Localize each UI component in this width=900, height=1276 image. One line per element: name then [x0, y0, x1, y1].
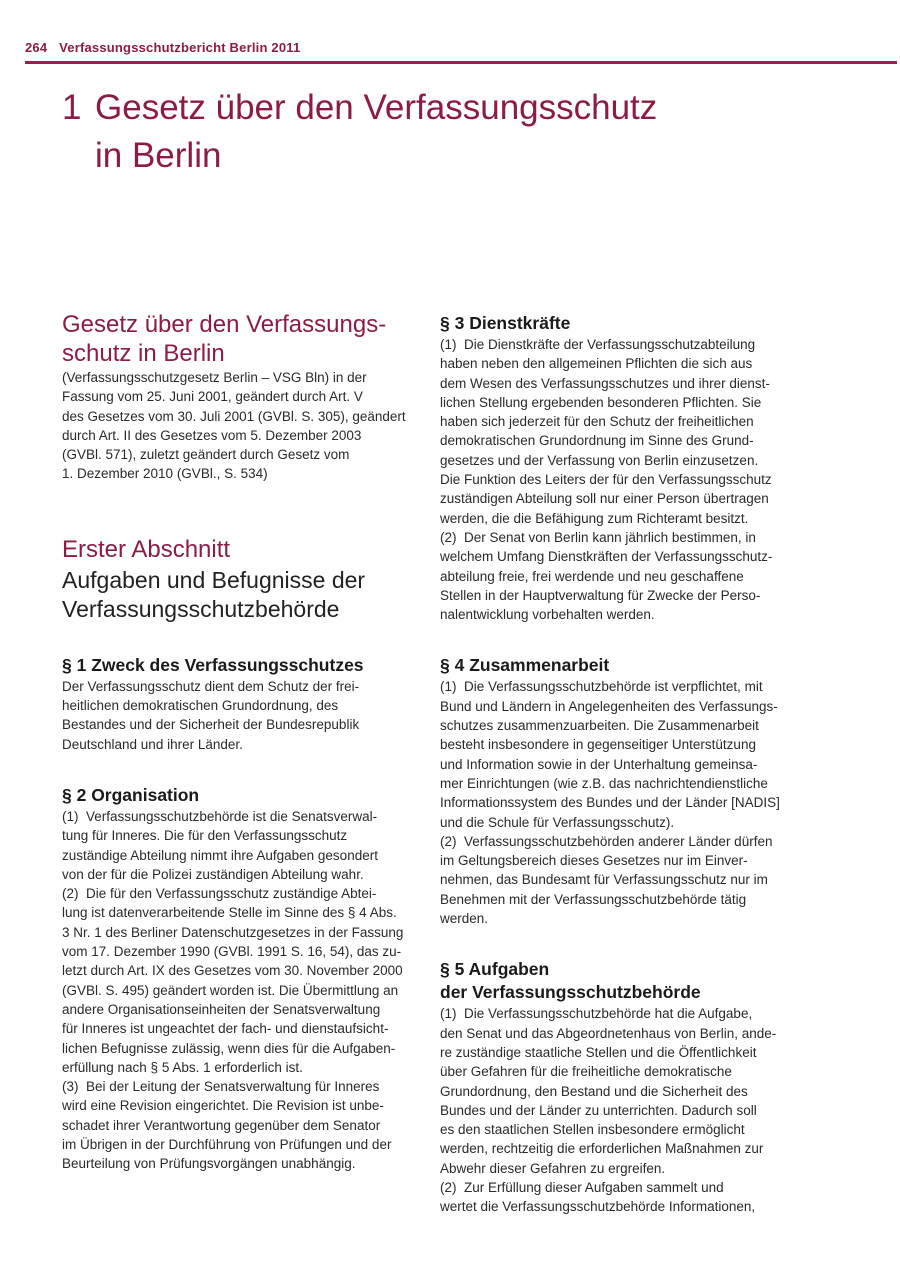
- text-line: wertet die Verfassungsschutzbehörde Informationen,: [440, 1199, 756, 1215]
- text-line: Der Verfassungsschutz dient dem Schutz der frei-: [62, 678, 360, 694]
- text-line: schadet ihrer Verantwortung gegenüber dem Senator: [62, 1117, 381, 1133]
- paragraph-5-heading-line-1: § 5 Aufgaben: [440, 959, 550, 980]
- law-note: [62, 368, 422, 484]
- text-line: 1. Dezember 2010 (GVBl., S. 534): [62, 466, 268, 482]
- text-line: besteht insbesondere in gegenseitiger Unterstützung: [440, 737, 756, 753]
- text-line: des Gesetzes vom 30. Juli 2001 (GVBl. S. 305), geändert: [62, 408, 406, 424]
- section-title-line-2: Verfassungsschutzbehörde: [62, 595, 340, 622]
- section-label: Erster Abschnitt: [62, 535, 231, 563]
- text-line: Benehmen mit der Verfassungsschutzbehörde tätig: [440, 891, 747, 907]
- text-line: (1) Die Verfassungsschutzbehörde ist verpflichtet, mit: [440, 679, 763, 695]
- text-line: Die Funktion des Leiters der für den Verfassungsschutz: [440, 472, 772, 488]
- section-title: [62, 566, 422, 624]
- text-line: (2) Die für den Verfassungsschutz zuständige Abtei-: [62, 886, 377, 902]
- text-line: und Information sowie in der Unterhaltung gemeinsa-: [440, 756, 758, 772]
- text-line: (1) Verfassungsschutzbehörde ist die Senatsverwal-: [62, 808, 378, 824]
- text-line: gesetzes und der Verfassung von Berlin einzusetzen.: [440, 452, 759, 468]
- text-line: heitlichen demokratischen Grundordnung, des: [62, 698, 339, 714]
- chapter-title-line-2: in Berlin: [95, 136, 222, 175]
- text-line: haben neben den allgemeinen Pflichten die sich aus: [440, 356, 753, 372]
- text-line: lichen Befugnisse zulässig, wenn dies für die Aufgaben-: [62, 1040, 396, 1056]
- chapter-number: 1: [62, 88, 82, 127]
- text-line: Stellen in der Hauptverwaltung für Zwecke der Perso-: [440, 587, 761, 603]
- text-line: es den staatlichen Stellen insbesondere ermöglicht: [440, 1122, 745, 1138]
- running-header: [25, 40, 300, 55]
- paragraph-2-heading: § 2 Organisation: [62, 784, 200, 805]
- text-line: Beurteilung von Prüfungsvorgängen unabhängig.: [62, 1156, 356, 1172]
- text-line: wird eine Revision eingerichtet. Die Revision ist unbe-: [62, 1098, 384, 1114]
- paragraph-3-text: [440, 335, 800, 624]
- text-line: nalentwicklung vorbehalten werden.: [440, 607, 655, 623]
- law-title-line-1: Gesetz über den Verfassungs-: [62, 311, 387, 338]
- text-line: durch Art. II des Gesetzes vom 5. Dezember 2003: [62, 427, 362, 443]
- chapter-title-line-1: Gesetz über den Verfassungsschutz: [95, 88, 658, 127]
- paragraph-5-heading: [440, 958, 800, 1004]
- text-line: mer Einrichtungen (wie z.B. das nachrichtendienstliche: [440, 775, 768, 791]
- paragraph-2-text: [62, 807, 422, 1174]
- text-line: (GVBl. S. 495) geändert worden ist. Die Übermittlung an: [62, 982, 399, 998]
- text-line: über Gefahren für die freiheitliche demokratische: [440, 1064, 732, 1080]
- text-line: von der für die Polizei zuständigen Abteilung wahr.: [62, 866, 364, 882]
- header-rule: [25, 61, 897, 64]
- text-line: andere Organisationseinheiten der Senatsverwaltung: [62, 1001, 381, 1017]
- text-line: werden.: [440, 911, 489, 927]
- text-line: tung für Inneres. Die für den Verfassungsschutz: [62, 828, 348, 844]
- text-line: Bundes und der Länder zu unterrichten. Dadurch soll: [440, 1102, 757, 1118]
- text-line: Fassung vom 25. Juni 2001, geändert durch Art. V: [62, 389, 363, 405]
- text-line: zuständigen Abteilung soll nur einer Person übertragen: [440, 491, 769, 507]
- text-line: im Übrigen in der Durchführung von Prüfungen und der: [62, 1137, 392, 1153]
- text-line: 3 Nr. 1 des Berliner Datenschutzgesetzes in der Fassung: [62, 924, 404, 940]
- text-line: (1) Die Verfassungsschutzbehörde hat die Aufgabe,: [440, 1006, 753, 1022]
- text-line: und die Schule für Verfassungsschutz).: [440, 814, 675, 830]
- text-line: werden, die die Befähigung zum Richteramt besitzt.: [440, 510, 749, 526]
- text-line: Deutschland und ihrer Länder.: [62, 736, 243, 752]
- text-line: (3) Bei der Leitung der Senatsverwaltung für Inneres: [62, 1079, 380, 1095]
- text-line: im Geltungsbereich dieses Gesetzes nur im Einver-: [440, 853, 748, 869]
- text-line: dem Wesen des Verfassungsschutzes und ihrer dienst-: [440, 375, 770, 391]
- text-line: (2) Verfassungsschutzbehörden anderer Länder dürfen: [440, 833, 773, 849]
- text-line: (2) Zur Erfüllung dieser Aufgaben sammelt und: [440, 1179, 724, 1195]
- text-line: schutzes zusammenzuarbeiten. Die Zusammenarbeit: [440, 718, 759, 734]
- paragraph-4-text: [440, 677, 800, 928]
- running-title: Verfassungsschutzbericht Berlin 2011: [59, 40, 301, 55]
- left-column: [62, 310, 422, 1174]
- text-line: zuständige Abteilung nimmt ihre Aufgaben gesondert: [62, 847, 378, 863]
- paragraph-3-heading: § 3 Dienstkräfte: [440, 313, 571, 333]
- paragraph-1-heading: § 1 Zweck des Verfassungsschutzes: [62, 654, 364, 675]
- paragraph-1-text: [62, 677, 422, 754]
- text-line: (2) Der Senat von Berlin kann jährlich bestimmen, in: [440, 529, 756, 545]
- text-line: re zuständige staatliche Stellen und die Öffentlichkeit: [440, 1044, 757, 1060]
- text-line: den Senat und das Abgeordnetenhaus von Berlin, ande-: [440, 1025, 777, 1041]
- text-line: Informationssystem des Bundes und der Länder [NADIS]: [440, 795, 780, 811]
- text-line: für Inneres ist ungeachtet der fach- und dienstaufsicht-: [62, 1021, 389, 1037]
- text-line: welchem Umfang Dienstkräften der Verfassungsschutz-: [440, 549, 773, 565]
- text-line: nehmen, das Bundesamt für Verfassungsschutz nur im: [440, 872, 768, 888]
- text-line: vom 17. Dezember 1990 (GVBl. 1991 S. 16, 54), das zu-: [62, 944, 402, 960]
- text-line: erfüllung nach § 5 Abs. 1 erforderlich ist.: [62, 1059, 303, 1075]
- law-title-line-2: schutz in Berlin: [62, 340, 225, 367]
- paragraph-5-heading-line-2: der Verfassungsschutzbehörde: [440, 982, 701, 1003]
- section-title-line-1: Aufgaben und Befugnisse der: [62, 566, 366, 593]
- text-line: werden, rechtzeitig die erforderlichen Maßnahmen zur: [440, 1141, 764, 1157]
- text-line: (Verfassungsschutzgesetz Berlin – VSG Bln) in der: [62, 370, 367, 385]
- text-line: lichen Stellung ergebenden besonderen Pflichten. Sie: [440, 394, 762, 410]
- right-column: [440, 312, 800, 1217]
- text-line: letzt durch Art. IX des Gesetzes vom 30. November 2000: [62, 963, 403, 979]
- paragraph-5-text: [440, 1004, 800, 1216]
- text-line: Abwehr dieser Gefahren zu ergreifen.: [440, 1160, 666, 1176]
- text-line: demokratischen Grundordnung im Sinne des Grund-: [440, 433, 754, 449]
- page-number: 264: [25, 40, 48, 55]
- text-line: Bund und Ländern in Angelegenheiten des Verfassungs-: [440, 698, 778, 714]
- paragraph-4-heading: § 4 Zusammenarbeit: [440, 655, 610, 676]
- law-title: [62, 310, 422, 368]
- text-line: (1) Die Dienstkräfte der Verfassungsschutzabteilung: [440, 337, 756, 352]
- text-line: Bestandes und der Sicherheit der Bundesrepublik: [62, 717, 360, 733]
- text-line: lung ist datenverarbeitende Stelle im Sinne des § 4 Abs.: [62, 905, 397, 921]
- text-line: haben sich jederzeit für den Schutz der freiheitlichen: [440, 414, 754, 430]
- text-line: (GVBl. 571), zuletzt geändert durch Gesetz vom: [62, 447, 350, 463]
- text-line: Grundordnung, den Bestand und die Sicherheit des: [440, 1083, 748, 1099]
- text-line: abteilung freie, frei werdende und neu geschaffene: [440, 568, 744, 584]
